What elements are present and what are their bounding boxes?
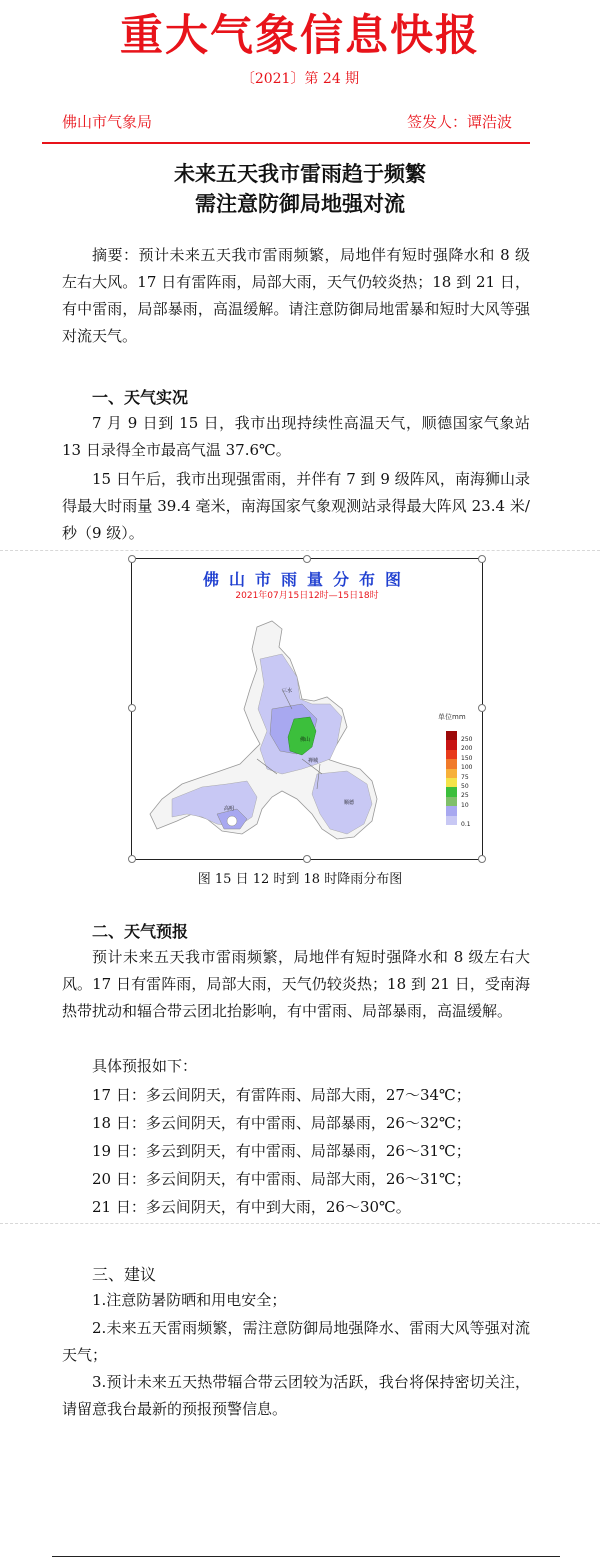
legend-row [446, 731, 494, 743]
place-label-city: 佛山 [300, 737, 311, 743]
resize-handle[interactable] [128, 704, 136, 712]
resize-handle[interactable] [478, 704, 486, 712]
legend-row [446, 769, 494, 781]
rainfall-map [132, 559, 482, 859]
resize-handle[interactable] [303, 855, 311, 863]
advice-item-2: 2.未来五天雷雨频繁，需注意防御局地强降水、雷雨大风等强对流天气； [62, 1319, 530, 1364]
forecast-day-17: 17 日：多云间阴天，有雷阵雨、局部大雨，27～34℃； [92, 1086, 471, 1104]
observations-paragraph-1: 7 月 9 日到 15 日，我市出现持续性高温天气，顺德国家气象站 13 日录得全市最高气温 37.6℃。 [62, 414, 530, 459]
resize-handle[interactable] [303, 555, 311, 563]
legend-swatch [446, 750, 457, 759]
advice-item-3: 3.预计未来五天热带辐合带云团较为活跃，我台将保持密切关注，请留意我台最新的预报预警信息。 [62, 1373, 530, 1418]
forecast-intro: 具体预报如下： [92, 1057, 198, 1075]
legend-swatch [446, 740, 457, 749]
legend-label: 150 [461, 754, 473, 762]
issue-number: 〔2021〕第 24 期 [240, 71, 360, 87]
legend-swatch [446, 787, 457, 796]
legend-swatch [446, 759, 457, 768]
rainfall-legend [446, 731, 494, 828]
forecast-day-19: 19 日：多云到阴天，有中雷雨、局部暴雨，26～31℃； [92, 1142, 471, 1160]
resize-handle[interactable] [478, 855, 486, 863]
place-label-sanshui: 三水 [282, 688, 293, 694]
legend-label: 0.1 [461, 820, 471, 828]
legend-swatch [446, 778, 457, 787]
map-subtitle: 2021年07月15日12时—15日18时 [235, 591, 379, 601]
forecast-day-18: 18 日：多云间阴天，有中雷雨、局部暴雨，26～32℃； [92, 1114, 471, 1132]
legend-unit: 单位mm [438, 713, 466, 721]
legend-label: 50 [461, 782, 469, 790]
legend-label: 10 [461, 801, 469, 809]
legend-label: 25 [461, 792, 469, 800]
page-break [0, 550, 600, 551]
page-break [0, 1223, 600, 1224]
header-divider [42, 142, 530, 144]
footer-divider [52, 1556, 560, 1557]
legend-row [446, 778, 494, 790]
rain-cell-nanhai [227, 816, 237, 826]
legend-row [446, 816, 494, 828]
forecast-day-20: 20 日：多云间阴天，有中雷雨、局部大雨，26～31℃； [92, 1170, 471, 1188]
abstract: 摘要：预计未来五天我市雷雨频繁，局地伴有短时强降水和 8 级左右大风。17 日有雷阵雨，局部大雨，天气仍较炎热；18 到 21 日，有中雷雨，局部暴雨，高温缓解。请注意防御局地雷暴和短时大风等强对流天气。 [62, 246, 530, 345]
map-title: 佛山市雨量分布图 [202, 570, 411, 589]
masthead-title: 重大气象信息快报 [120, 11, 480, 61]
legend-swatch [446, 816, 457, 825]
legend-row [446, 750, 494, 762]
legend-label: 100 [461, 764, 473, 772]
place-label-shunde: 顺德 [344, 800, 355, 806]
observations-paragraph-2: 15 日午后，我市出现强雷雨，并伴有 7 到 9 级阵风，南海狮山录得最大时雨量 39.4 毫米，南海国家气象观测站录得最大阵风 23.4 米/秒（9 级）。 [62, 470, 530, 542]
legend-swatch [446, 731, 457, 740]
forecast-day-21: 21 日：多云间阴天，有中到大雨，26～30℃。 [92, 1198, 411, 1216]
section-heading-advice: 三、建议 [92, 1265, 157, 1284]
legend-label: 200 [461, 745, 473, 753]
legend-row [446, 797, 494, 809]
legend-row [446, 759, 494, 772]
legend-row [446, 806, 494, 815]
place-label-chancheng: 禅城 [308, 758, 319, 764]
forecast-paragraph: 预计未来五天我市雷雨频繁，局地伴有短时强降水和 8 级左右大风。17 日有雷阵雨，局部大雨，天气仍较炎热；18 到 21 日，受南海热带扰动和辐合带云团北抬影响，有中雷雨、局部暴雨，高温缓解。 [62, 948, 530, 1020]
issuing-agency: 佛山市气象局 [62, 113, 153, 131]
legend-label: 75 [461, 773, 469, 781]
section-heading-observations: 一、天气实况 [92, 388, 189, 407]
legend-row [446, 787, 494, 800]
legend-swatch [446, 769, 457, 778]
legend-label: 250 [461, 736, 473, 743]
resize-handle[interactable] [128, 855, 136, 863]
signer: 签发人：谭浩波 [406, 113, 512, 131]
resize-handle[interactable] [478, 555, 486, 563]
advice-item-1: 1.注意防暑防晒和用电安全； [92, 1291, 287, 1309]
legend-swatch [446, 806, 457, 815]
place-label-gaoming: 高明 [224, 806, 235, 812]
headline-line-2: 需注意防御局地强对流 [195, 191, 405, 216]
figure-caption: 图 15 日 12 时到 18 时降雨分布图 [197, 872, 403, 887]
resize-handle[interactable] [128, 555, 136, 563]
legend-swatch [446, 797, 457, 806]
legend-row [446, 740, 494, 753]
headline-line-1: 未来五天我市雷雨趋于频繁 [174, 161, 426, 186]
rainfall-map-figure[interactable] [131, 558, 483, 860]
section-heading-forecast: 二、天气预报 [92, 922, 189, 941]
